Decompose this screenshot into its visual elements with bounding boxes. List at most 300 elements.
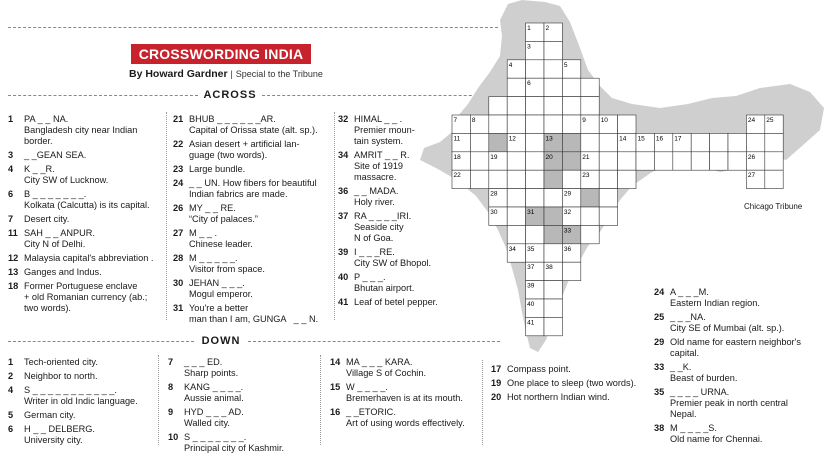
down-clue bbox=[330, 357, 480, 379]
clue-text bbox=[507, 378, 643, 389]
clue-line: S _ _ _ _ _ _ _ _ _ _ _. bbox=[24, 385, 117, 395]
grid-number: 23 bbox=[582, 172, 590, 180]
clue-line: Nepal. bbox=[670, 409, 697, 419]
clue-line: Eastern Indian region. bbox=[670, 298, 760, 308]
clue-number: 23 bbox=[173, 164, 184, 174]
grid-number: 2 bbox=[545, 25, 550, 32]
clue-text bbox=[189, 139, 331, 161]
clue-number: 25 bbox=[654, 312, 665, 322]
grid-number: 5 bbox=[563, 61, 568, 69]
clue-line: _ _ETORIC. bbox=[346, 407, 396, 417]
clue-text bbox=[189, 164, 331, 175]
clue-text bbox=[189, 278, 331, 300]
clue-text bbox=[189, 178, 331, 200]
clue-line: man than I am, GUNGA _ _ N. bbox=[189, 314, 319, 324]
clue-line: AMRIT _ _ R. bbox=[354, 150, 410, 160]
clue-number: 11 bbox=[8, 228, 18, 238]
clue-number: 4 bbox=[8, 385, 14, 395]
clue-line: I _ _ _RE. bbox=[354, 247, 395, 257]
grid-cell bbox=[544, 170, 562, 188]
grid-number: 7 bbox=[453, 117, 458, 124]
grid-cell bbox=[618, 115, 636, 133]
down-column-3 bbox=[330, 357, 480, 432]
clue-line: Principal city of Kashmir. bbox=[184, 443, 285, 453]
clue-text bbox=[507, 392, 643, 403]
clue-line: two words). bbox=[24, 303, 71, 313]
clue-number: 1 bbox=[8, 357, 14, 367]
clue-line: JEHAN _ _ _. bbox=[189, 278, 245, 288]
clue-number: 41 bbox=[338, 297, 349, 307]
grid-number: 33 bbox=[563, 227, 572, 235]
clue-text bbox=[346, 382, 480, 404]
clue-text bbox=[24, 385, 160, 407]
grid-cell bbox=[526, 225, 544, 243]
down-clue bbox=[8, 371, 160, 382]
grid-cell bbox=[526, 170, 544, 188]
grid-cell bbox=[507, 189, 525, 207]
clue-line: S _ _ _ _ _ _ _. bbox=[184, 432, 247, 442]
down-clue bbox=[491, 378, 643, 389]
grid-number: 8 bbox=[471, 117, 476, 124]
across-header: ACROSS bbox=[203, 89, 257, 101]
clue-number: 29 bbox=[654, 337, 665, 347]
grid-number: 17 bbox=[674, 135, 682, 143]
clue-line: One place to sleep (two words). bbox=[507, 378, 637, 388]
clue-number: 8 bbox=[168, 382, 174, 392]
across-column-1 bbox=[8, 114, 160, 317]
clue-text bbox=[24, 371, 160, 382]
down-header: DOWN bbox=[201, 335, 241, 347]
clue-line: W _ _ _ _. bbox=[346, 382, 388, 392]
clue-text bbox=[24, 164, 160, 186]
clue-number: 27 bbox=[173, 228, 184, 238]
clue-number: 18 bbox=[8, 281, 19, 291]
grid-cell bbox=[562, 170, 580, 188]
down-clue bbox=[654, 423, 820, 445]
clue-line: H _ _ DELBERG. bbox=[24, 424, 95, 434]
grid-number: 40 bbox=[527, 301, 535, 308]
clue-line: German city. bbox=[24, 410, 76, 420]
grid-number: 28 bbox=[490, 190, 498, 198]
column-divider bbox=[166, 112, 167, 320]
clue-line: City SE of Mumbai (alt. sp.). bbox=[670, 323, 785, 333]
across-clue bbox=[8, 228, 160, 250]
clue-line: SAH _ _ ANPUR. bbox=[24, 228, 95, 238]
grid-number: 11 bbox=[453, 135, 461, 143]
grid-cell bbox=[526, 97, 544, 115]
grid-number: 1 bbox=[527, 25, 531, 32]
clue-number: 3 bbox=[8, 150, 14, 160]
clue-number: 35 bbox=[654, 387, 665, 397]
clue-number: 6 bbox=[8, 424, 14, 434]
clue-line: Mogul emperor. bbox=[189, 289, 253, 299]
clue-line: HIMAL _ _ . bbox=[354, 114, 403, 124]
clue-line: Compass point. bbox=[507, 364, 571, 374]
grid-cell bbox=[470, 152, 488, 170]
clue-text bbox=[184, 432, 318, 454]
clue-line: Hot northern Indian wind. bbox=[507, 392, 610, 402]
down-clue bbox=[330, 382, 480, 404]
grid-number: 25 bbox=[766, 117, 774, 124]
grid-number: 29 bbox=[563, 190, 572, 198]
grid-number: 10 bbox=[600, 117, 608, 124]
clue-line: Bremerhaven is at its mouth. bbox=[346, 393, 463, 403]
clue-text bbox=[24, 267, 160, 278]
clue-text bbox=[184, 357, 318, 379]
clue-line: City SW of Bhopol. bbox=[354, 258, 432, 268]
clue-line: _ _ _ ED. bbox=[184, 357, 223, 367]
grid-cell bbox=[544, 115, 562, 133]
down-clue bbox=[8, 424, 160, 446]
across-clue bbox=[173, 303, 331, 325]
clue-line: Seaside city bbox=[354, 222, 404, 232]
grid-cell bbox=[599, 189, 617, 207]
grid-number: 36 bbox=[563, 245, 572, 253]
clue-text bbox=[189, 228, 331, 250]
grid-cell bbox=[526, 152, 544, 170]
clue-line: M _ _ _ _ _. bbox=[189, 253, 238, 263]
clue-line: Indian fabrics are made. bbox=[189, 189, 288, 199]
clue-line: tain system. bbox=[354, 136, 404, 146]
grid-number: 32 bbox=[563, 209, 572, 216]
clue-line: K _ _R. bbox=[24, 164, 55, 174]
clue-line: Kolkata (Calcutta) is its capital. bbox=[24, 200, 150, 210]
grid-cell bbox=[746, 133, 764, 151]
clue-number: 6 bbox=[8, 189, 14, 199]
clue-number: 19 bbox=[491, 378, 502, 388]
grid-cell bbox=[581, 189, 599, 207]
grid-cell bbox=[544, 41, 562, 59]
credit: Chicago Tribune bbox=[744, 202, 803, 211]
clue-number: 32 bbox=[338, 114, 349, 124]
clue-number: 15 bbox=[330, 382, 341, 392]
clue-line: _ _ _NA. bbox=[670, 312, 706, 322]
grid-number: 38 bbox=[545, 264, 553, 272]
clue-line: Sharp points. bbox=[184, 368, 239, 378]
clue-line: massacre. bbox=[354, 172, 397, 182]
grid-cell bbox=[507, 170, 525, 188]
clue-line: M _ _ _ _S. bbox=[670, 423, 717, 433]
across-clue bbox=[173, 253, 331, 275]
grid-cell bbox=[673, 152, 691, 170]
grid-cell bbox=[636, 152, 654, 170]
clue-number: 24 bbox=[654, 287, 665, 297]
column-divider bbox=[482, 360, 483, 445]
grid-cell bbox=[544, 97, 562, 115]
clue-line: M _ _ . bbox=[189, 228, 218, 238]
grid-cell bbox=[599, 170, 617, 188]
down-clue bbox=[330, 407, 480, 429]
grid-cell bbox=[581, 78, 599, 96]
grid-number: 22 bbox=[453, 172, 461, 180]
across-clue bbox=[173, 164, 331, 175]
clue-text bbox=[24, 424, 160, 446]
down-column-1 bbox=[8, 357, 160, 449]
clue-number: 39 bbox=[338, 247, 349, 257]
grid-cell bbox=[544, 78, 562, 96]
clue-line: MY _ _ RE. bbox=[189, 203, 236, 213]
clue-line: Old name for eastern neighbor's bbox=[670, 337, 801, 347]
grid-cell bbox=[507, 97, 525, 115]
grid-number: 21 bbox=[582, 153, 590, 161]
down-clue bbox=[8, 385, 160, 407]
across-rule-left bbox=[8, 95, 198, 96]
grid-cell bbox=[581, 97, 599, 115]
clue-number: 12 bbox=[8, 253, 19, 263]
grid-cell bbox=[489, 170, 507, 188]
across-clue bbox=[173, 139, 331, 161]
clue-text bbox=[189, 253, 331, 275]
across-clue bbox=[8, 189, 160, 211]
grid-number: 6 bbox=[527, 80, 531, 88]
across-clue bbox=[173, 203, 331, 225]
clue-line: _ _K. bbox=[670, 362, 692, 372]
clue-number: 10 bbox=[168, 432, 179, 442]
grid-cell bbox=[581, 225, 599, 243]
clue-number: 28 bbox=[173, 253, 184, 263]
clue-text bbox=[24, 189, 160, 211]
clue-line: border. bbox=[24, 136, 53, 146]
clue-line: Malaysia capital's abbreviation . bbox=[24, 253, 154, 263]
across-clue bbox=[173, 114, 331, 136]
across-clue bbox=[8, 253, 160, 264]
clue-line: BHUB _ _ _ _ _ _AR. bbox=[189, 114, 276, 124]
across-clue bbox=[173, 278, 331, 300]
clue-text bbox=[670, 362, 820, 384]
grid-cell bbox=[526, 189, 544, 207]
clue-line: Neighbor to north. bbox=[24, 371, 98, 381]
across-clue bbox=[8, 114, 160, 147]
grid-number: 34 bbox=[508, 245, 516, 253]
down-clue bbox=[8, 410, 160, 421]
clue-line: Old name for Chennai. bbox=[670, 434, 763, 444]
clue-text bbox=[24, 114, 160, 147]
clue-line: Aussie animal. bbox=[184, 393, 244, 403]
down-clue bbox=[8, 357, 160, 368]
grid-number: 19 bbox=[490, 153, 498, 161]
clue-text bbox=[24, 281, 160, 314]
clue-number: 1 bbox=[8, 114, 14, 124]
grid-cell bbox=[489, 115, 507, 133]
grid-cell bbox=[544, 299, 562, 317]
grid-number: 24 bbox=[747, 117, 756, 124]
clue-line: B _ _ _ _ _ _ _. bbox=[24, 189, 87, 199]
clue-number: 16 bbox=[330, 407, 341, 417]
clue-line: Former Portuguese enclave bbox=[24, 281, 138, 291]
across-clue bbox=[173, 178, 331, 200]
grid-cell bbox=[581, 207, 599, 225]
clue-text bbox=[189, 114, 331, 136]
clue-number: 24 bbox=[173, 178, 184, 188]
column-divider bbox=[334, 112, 335, 320]
grid-number: 39 bbox=[527, 282, 535, 290]
grid-number: 9 bbox=[582, 117, 586, 124]
clue-text bbox=[189, 203, 331, 225]
grid-cell bbox=[710, 133, 728, 151]
clue-line: A _ _ _M. bbox=[670, 287, 709, 297]
grid-cell bbox=[562, 262, 580, 280]
grid-cell bbox=[562, 152, 580, 170]
grid-number: 31 bbox=[527, 209, 535, 216]
grid-number: 15 bbox=[637, 135, 645, 143]
clue-number: 20 bbox=[491, 392, 502, 402]
grid-number: 13 bbox=[545, 135, 553, 143]
clue-text bbox=[24, 253, 160, 264]
clue-text bbox=[670, 423, 820, 445]
grid-cell bbox=[544, 281, 562, 299]
grid-cell bbox=[507, 78, 525, 96]
down-rule-left bbox=[8, 341, 194, 342]
clue-number: 13 bbox=[8, 267, 19, 277]
clue-line: Writer in old Indic language. bbox=[24, 396, 138, 406]
grid-cell bbox=[544, 207, 562, 225]
grid-cell bbox=[581, 133, 599, 151]
clue-text bbox=[346, 407, 480, 429]
clue-line: Village S of Cochin. bbox=[346, 368, 427, 378]
across-clue bbox=[8, 267, 160, 278]
clue-number: 2 bbox=[8, 371, 14, 381]
clue-line: Visitor from space. bbox=[189, 264, 265, 274]
grid-number: 4 bbox=[508, 61, 513, 69]
clue-number: 17 bbox=[491, 364, 502, 374]
grid-cell bbox=[562, 115, 580, 133]
across-clue bbox=[8, 214, 160, 225]
india-map bbox=[400, 0, 826, 360]
grid-number: 18 bbox=[453, 153, 461, 161]
clue-line: Walled city. bbox=[184, 418, 230, 428]
grid-cell bbox=[489, 97, 507, 115]
down-clue bbox=[168, 432, 318, 454]
clue-text bbox=[670, 387, 820, 420]
byline-separator: | bbox=[230, 69, 233, 79]
clue-number: 7 bbox=[168, 357, 174, 367]
clue-line: HYD _ _ _ AD. bbox=[184, 407, 244, 417]
grid-cell bbox=[599, 152, 617, 170]
clue-line: Desert city. bbox=[24, 214, 70, 224]
grid-number: 27 bbox=[747, 172, 756, 180]
down-column-4 bbox=[491, 364, 643, 406]
clue-text bbox=[507, 364, 643, 375]
down-clue bbox=[168, 407, 318, 429]
grid-cell bbox=[507, 115, 525, 133]
clue-number: 7 bbox=[8, 214, 14, 224]
grid-cell bbox=[765, 152, 783, 170]
grid-cell bbox=[691, 152, 709, 170]
grid-cell bbox=[562, 133, 580, 151]
clue-number: 4 bbox=[8, 164, 14, 174]
clue-number: 40 bbox=[338, 272, 349, 282]
clue-line: Premier moun- bbox=[354, 125, 415, 135]
grid-number: 37 bbox=[527, 264, 535, 272]
grid-cell bbox=[728, 152, 746, 170]
grid-cell bbox=[507, 225, 525, 243]
clue-number: 22 bbox=[173, 139, 184, 149]
clue-text bbox=[189, 303, 331, 325]
clue-line: _ _ UN. How fibers for beautiful bbox=[189, 178, 317, 188]
clue-line: Bangladesh city near Indian bbox=[24, 125, 138, 135]
clue-number: 34 bbox=[338, 150, 349, 160]
clue-line: Bhutan airport. bbox=[354, 283, 415, 293]
grid-cell bbox=[691, 133, 709, 151]
clue-number: 14 bbox=[330, 357, 341, 367]
across-clue bbox=[8, 150, 160, 161]
grid-cell bbox=[544, 225, 562, 243]
byline-author: By Howard Gardner bbox=[129, 68, 228, 80]
clue-line: City N of Delhi. bbox=[24, 239, 86, 249]
grid-cell bbox=[618, 152, 636, 170]
clue-line: RA _ _ _ _IRI. bbox=[354, 211, 412, 221]
clue-number: 9 bbox=[168, 407, 174, 417]
grid-cell bbox=[562, 78, 580, 96]
grid-number: 26 bbox=[747, 153, 756, 161]
grid-cell bbox=[728, 133, 746, 151]
down-clue bbox=[168, 357, 318, 379]
clue-line: You're a better bbox=[189, 303, 249, 313]
clue-text bbox=[184, 407, 318, 429]
clue-line: Tech-oriented city. bbox=[24, 357, 98, 367]
grid-number: 41 bbox=[527, 319, 535, 327]
grid-cell bbox=[544, 189, 562, 207]
clue-number: 21 bbox=[173, 114, 184, 124]
clue-line: Large bundle. bbox=[189, 164, 246, 174]
grid-number: 30 bbox=[490, 209, 498, 216]
grid-cell bbox=[526, 115, 544, 133]
across-column-2 bbox=[173, 114, 331, 328]
grid-cell bbox=[470, 170, 488, 188]
clue-text bbox=[184, 382, 318, 404]
page-title: CROSSWORDING INDIA bbox=[131, 44, 311, 64]
grid-cell bbox=[710, 152, 728, 170]
clue-line: Art of using words effectively. bbox=[346, 418, 465, 428]
grid-cell bbox=[507, 207, 525, 225]
grid-number: 12 bbox=[508, 135, 516, 143]
clue-line: Asian desert + artificial lan- bbox=[189, 139, 300, 149]
clue-text bbox=[24, 228, 160, 250]
grid-number: 20 bbox=[545, 153, 553, 161]
grid-number: 16 bbox=[655, 135, 664, 143]
grid-cell bbox=[507, 152, 525, 170]
clue-line: Beast of burden. bbox=[670, 373, 738, 383]
clue-line: “City of palaces.” bbox=[189, 214, 258, 224]
clue-number: 26 bbox=[173, 203, 184, 213]
grid-cell bbox=[765, 170, 783, 188]
clue-number: 36 bbox=[338, 186, 349, 196]
clue-line: _ _ _ _ URNA. bbox=[670, 387, 730, 397]
down-clue bbox=[654, 387, 820, 420]
grid-number: 14 bbox=[619, 135, 627, 143]
across-clue bbox=[173, 228, 331, 250]
clue-line: KANG _ _ _ _. bbox=[184, 382, 244, 392]
clue-line: MA _ _ _ KARA. bbox=[346, 357, 413, 367]
clue-line: Capital of Orissa state (alt. sp.). bbox=[189, 125, 318, 135]
grid-cell bbox=[765, 133, 783, 151]
across-clue bbox=[8, 281, 160, 314]
clue-line: City SW of Lucknow. bbox=[24, 175, 109, 185]
clue-line: Premier peak in north central bbox=[670, 398, 788, 408]
down-clue bbox=[491, 392, 643, 403]
byline-source: Special to the Tribune bbox=[235, 69, 323, 79]
byline bbox=[129, 68, 323, 80]
grid-cell bbox=[599, 133, 617, 151]
grid-cell bbox=[544, 244, 562, 262]
clue-line: PA _ _ NA. bbox=[24, 114, 69, 124]
clue-line: P _ _ _. bbox=[354, 272, 386, 282]
grid-cell bbox=[526, 60, 544, 78]
clue-number: 30 bbox=[173, 278, 184, 288]
clue-line: Site of 1919 bbox=[354, 161, 404, 171]
clue-text bbox=[24, 357, 160, 368]
down-clue bbox=[491, 364, 643, 375]
